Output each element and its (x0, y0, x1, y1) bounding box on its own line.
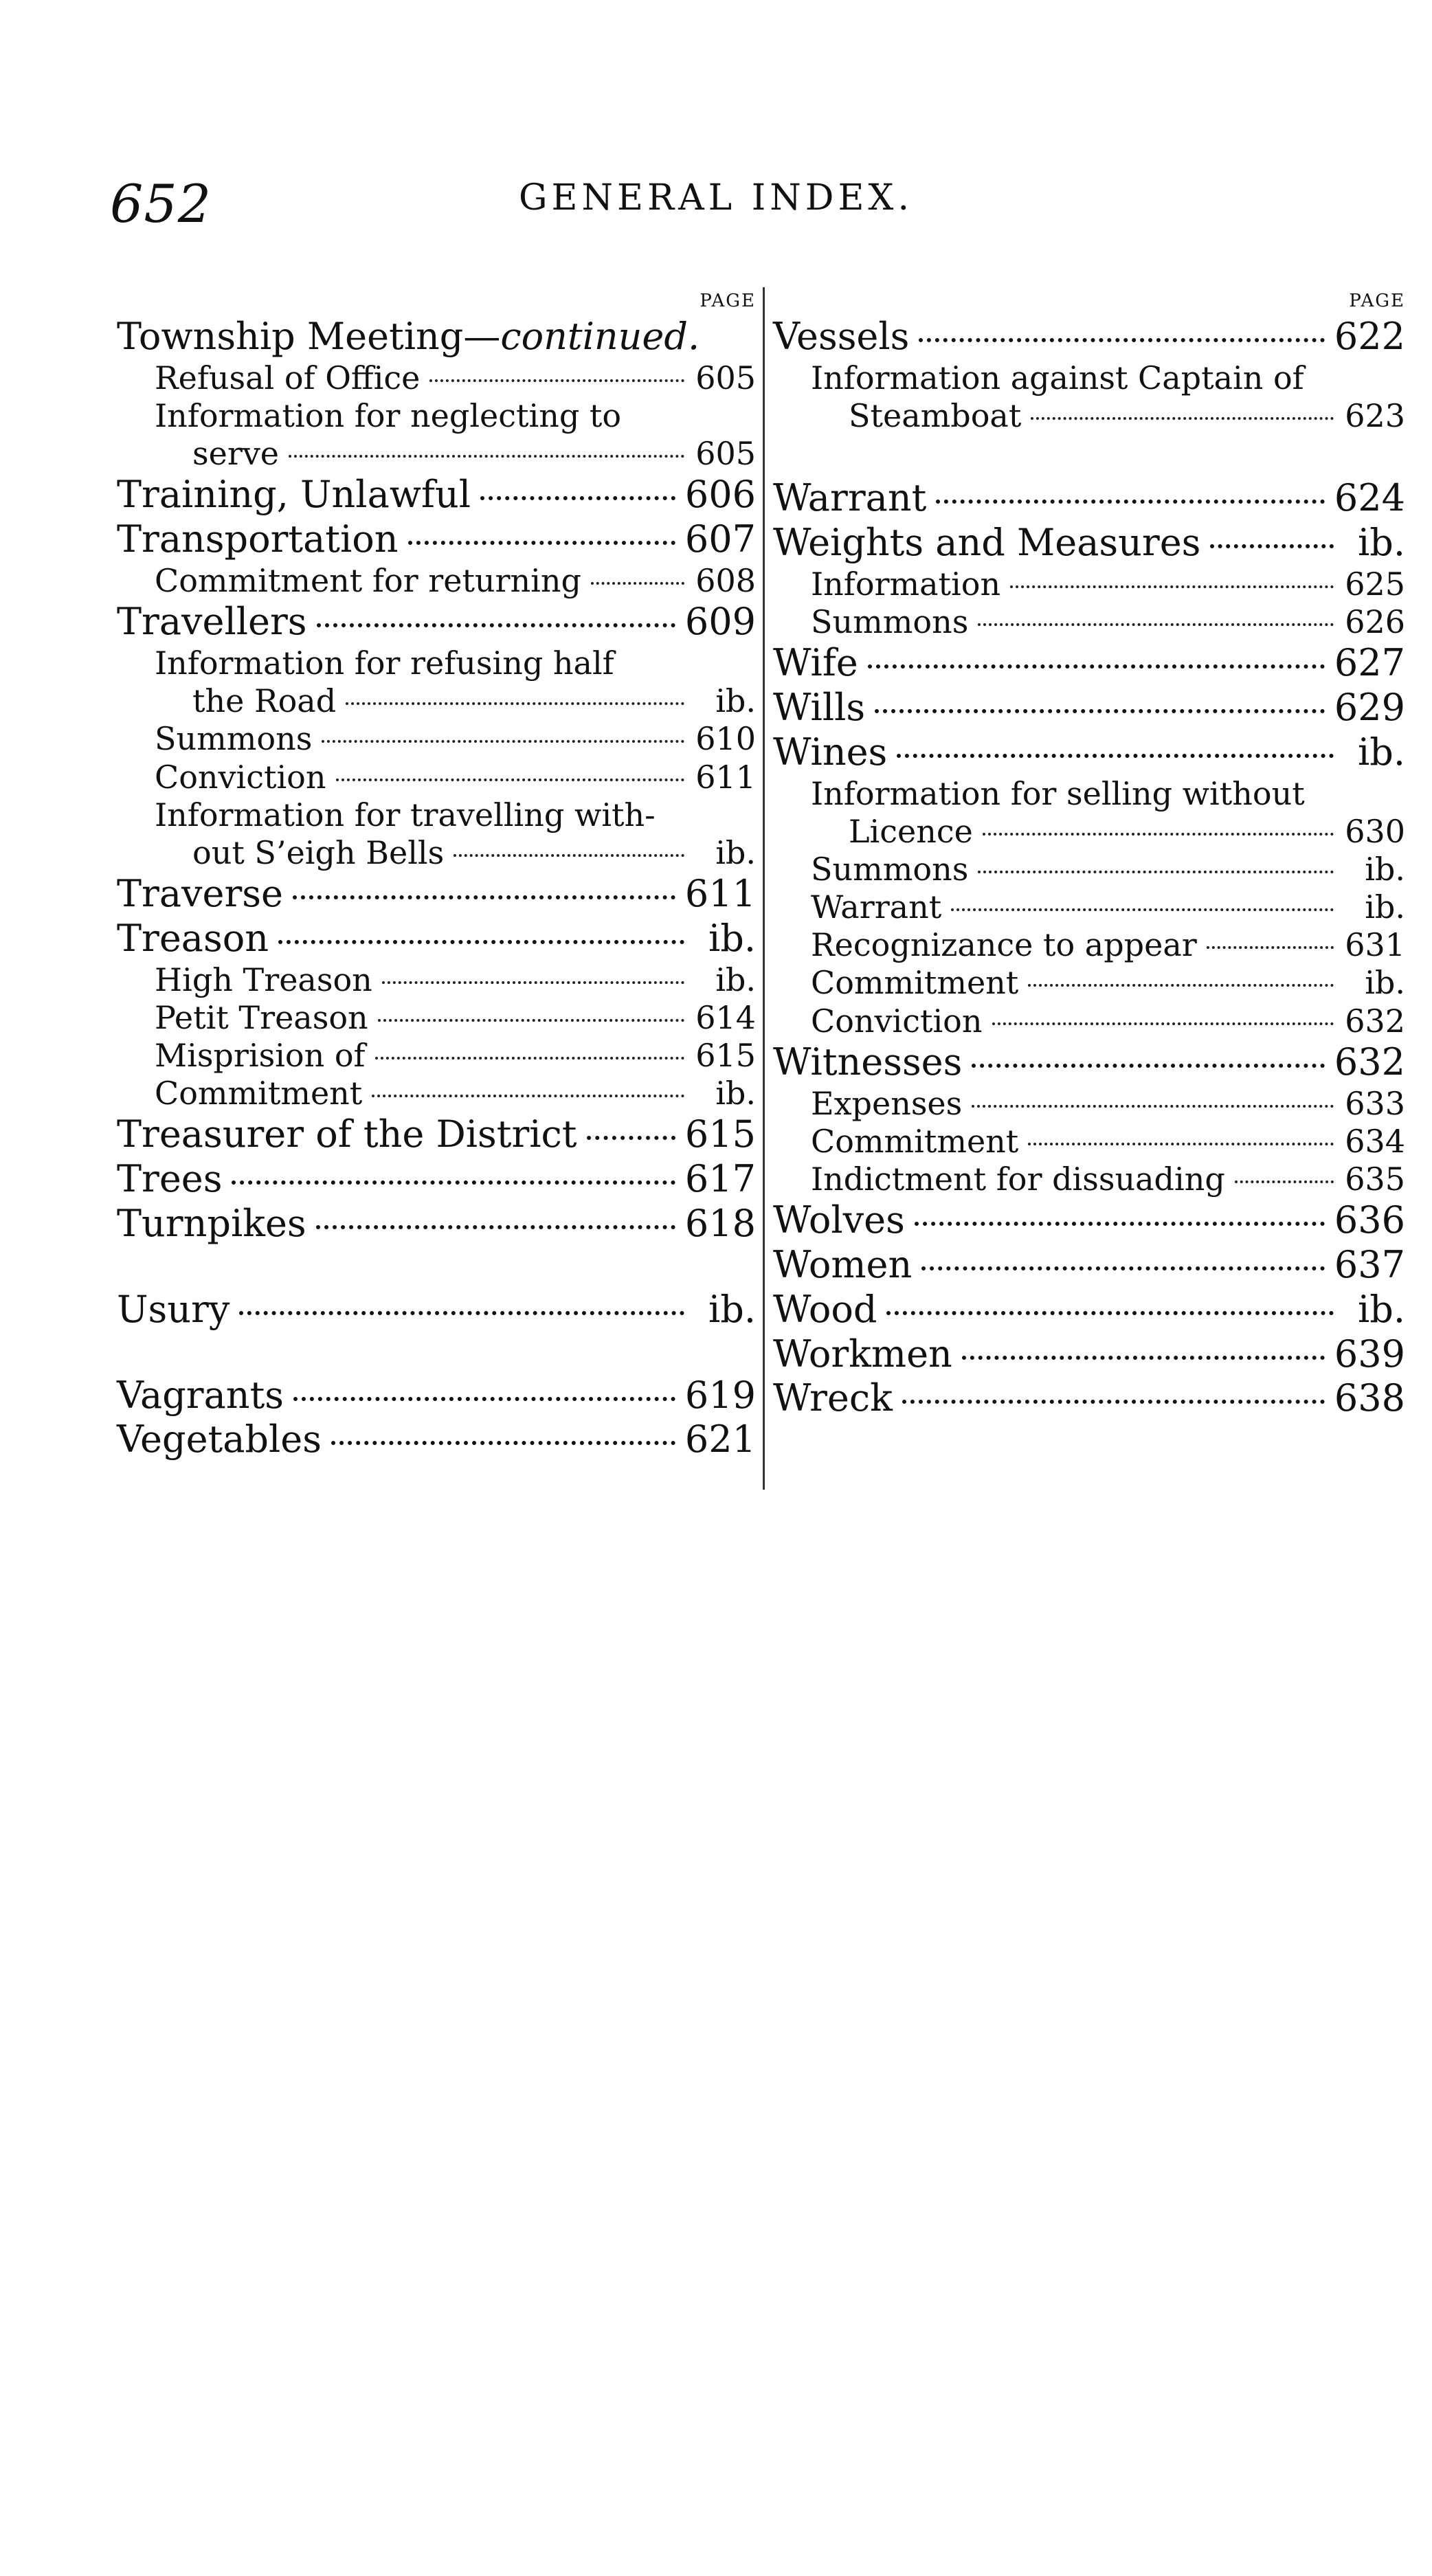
index-entry (117, 1418, 756, 1462)
entry-page-number: 637 (1334, 1243, 1405, 1286)
dot-leader (331, 1441, 675, 1445)
index-entry (773, 521, 1405, 565)
entry-label: serve (192, 435, 280, 473)
index-entry (117, 645, 756, 682)
index-entry (773, 1288, 1405, 1332)
page-number: 652 (110, 173, 212, 234)
entry-spacer (773, 435, 1405, 476)
entry-label: High Treason (155, 961, 372, 998)
entry-page-number: 615 (684, 1112, 756, 1156)
index-entry (773, 1332, 1405, 1377)
index-entry (117, 682, 756, 720)
dot-leader (1028, 984, 1334, 987)
dot-leader (317, 623, 675, 627)
entry-label: Wolves (773, 1198, 905, 1242)
dot-leader (239, 1311, 684, 1315)
entry-label: Wills (773, 685, 866, 729)
dot-leader (1028, 1143, 1334, 1145)
dot-leader (972, 1064, 1325, 1068)
entry-page-number: 605 (695, 435, 756, 473)
entry-page-number: ib. (1357, 1287, 1405, 1331)
index-entry (117, 720, 756, 758)
index-entry (117, 315, 756, 359)
index-entry (773, 565, 1405, 603)
index-entry (117, 359, 756, 397)
dot-leader (875, 709, 1325, 713)
entry-page-number: 606 (684, 473, 756, 517)
entry-label: Summons (811, 603, 969, 640)
entry-page-number: ib. (1357, 520, 1405, 564)
index-entry (117, 517, 756, 562)
entry-label: Expenses (811, 1084, 963, 1122)
index-entry (117, 397, 756, 435)
index-entry (117, 600, 756, 645)
entry-label: Weights and Measures (773, 520, 1201, 564)
dot-leader (1010, 585, 1334, 588)
entry-label: the Road (192, 682, 337, 720)
entry-page-number: 614 (695, 998, 756, 1036)
dot-leader (587, 1136, 675, 1140)
entry-label: Treason (117, 916, 269, 960)
entry-page-number: ib. (715, 961, 756, 998)
entry-page-number: ib. (708, 1287, 756, 1331)
dot-leader (278, 940, 684, 944)
dot-leader (936, 500, 1325, 504)
dot-leader (346, 702, 684, 705)
entry-label: Vegetables (117, 1418, 322, 1461)
entry-label: Commitment (811, 1122, 1019, 1160)
dot-leader (919, 338, 1325, 342)
index-column-right (773, 287, 1405, 1421)
entry-label: Information for selling without (811, 774, 1305, 812)
index-entry (117, 473, 756, 517)
index-entry (773, 813, 1405, 851)
index-entry (773, 686, 1405, 730)
index-entry (117, 1374, 756, 1418)
entry-page-number: 605 (695, 359, 756, 396)
entry-page-number: 624 (1334, 476, 1405, 520)
entry-label: Recognizance to appear (811, 926, 1197, 964)
entry-label: Information against Captain of (811, 359, 1304, 396)
entry-page-number: 611 (695, 758, 756, 796)
dot-leader (897, 754, 1334, 758)
index-entry (117, 917, 756, 961)
entry-page-number: 619 (684, 1373, 756, 1417)
entry-page-number: 621 (684, 1418, 756, 1461)
entry-page-number: 626 (1345, 603, 1405, 640)
entry-label: Steamboat (849, 396, 1022, 434)
dot-leader (983, 833, 1334, 836)
entry-label: Usury (117, 1287, 230, 1331)
entry-continued-note: continued. (500, 315, 700, 358)
entry-page-number: ib. (1357, 730, 1405, 774)
entry-label: Treasurer of the District (117, 1112, 577, 1156)
page-column-heading: PAGE (700, 291, 756, 311)
dot-leader (886, 1311, 1334, 1315)
index-entry (773, 1243, 1405, 1288)
entry-page-number: 629 (1334, 685, 1405, 729)
entry-label: Refusal of Office (155, 359, 421, 396)
index-entry (773, 1123, 1405, 1161)
entry-page-number: 607 (684, 517, 756, 561)
dot-leader (382, 981, 684, 984)
entry-page-number: 615 (695, 1037, 756, 1075)
entry-label: Training, Unlawful (117, 473, 471, 517)
dot-leader (1207, 946, 1334, 949)
index-entry (117, 1202, 756, 1246)
dot-leader (408, 541, 675, 545)
index-entry (117, 796, 756, 834)
entry-page-number: 618 (684, 1202, 756, 1245)
entry-page-number: 632 (1334, 1040, 1405, 1084)
index-entry (773, 315, 1405, 359)
entry-spacer (117, 1332, 756, 1374)
index-entry (117, 999, 756, 1037)
entry-label: Witnesses (773, 1040, 963, 1084)
entry-page-number: 623 (1345, 396, 1405, 434)
entry-label: Information for neglecting to (155, 396, 622, 434)
entry-label: Trees (117, 1157, 223, 1201)
dot-leader (322, 740, 684, 743)
entry-page-number: ib. (715, 682, 756, 720)
dot-leader (951, 908, 1334, 911)
index-entry (117, 435, 756, 473)
entry-label: Warrant (811, 888, 942, 926)
index-entry (117, 759, 756, 796)
dot-leader (316, 1225, 675, 1229)
dot-leader (480, 496, 675, 500)
entry-label: Women (773, 1243, 913, 1286)
entry-label: Traverse (117, 872, 283, 916)
index-entry (773, 888, 1405, 926)
index-entry (117, 834, 756, 872)
entry-page-number: ib. (1365, 964, 1405, 1002)
entry-label: Conviction (811, 1002, 983, 1040)
index-entry (117, 1075, 756, 1112)
entry-page-number: 610 (695, 720, 756, 758)
entry-label: Wines (773, 730, 888, 774)
dot-leader (1235, 1180, 1334, 1183)
entry-label: Summons (811, 850, 969, 888)
entry-label: Indictment for dissuading (811, 1161, 1225, 1198)
dot-leader (1210, 544, 1334, 548)
index-entry (773, 1198, 1405, 1243)
entry-spacer (117, 1246, 756, 1288)
dot-leader (591, 582, 684, 585)
entry-page-number: ib. (1365, 850, 1405, 888)
right-entries (773, 315, 1405, 1421)
index-entry (117, 1157, 756, 1202)
index-entry (773, 851, 1405, 888)
entry-label: Vagrants (117, 1373, 284, 1417)
entry-page-number: 631 (1345, 926, 1405, 964)
dot-leader (902, 1400, 1325, 1404)
dot-leader (232, 1180, 675, 1185)
entry-label: Information for travelling with- (155, 796, 656, 833)
entry-label: Commitment for returning (155, 561, 581, 599)
index-column-left (117, 287, 756, 1462)
index-entry (773, 730, 1405, 775)
dot-leader (962, 1356, 1325, 1360)
entry-page-number: 611 (684, 872, 756, 916)
dot-leader (378, 1019, 684, 1022)
entry-page-number: ib. (708, 916, 756, 960)
index-entry (773, 1161, 1405, 1198)
entry-page-number: 634 (1345, 1122, 1405, 1160)
dot-leader (1031, 417, 1334, 420)
index-entry (773, 603, 1405, 641)
entry-label: Information for refusing half (155, 644, 614, 682)
index-entry (117, 1037, 756, 1075)
entry-page-number: 635 (1345, 1161, 1405, 1198)
entry-label: Workmen (773, 1332, 952, 1376)
entry-page-number: 636 (1334, 1198, 1405, 1242)
index-entry (773, 359, 1405, 397)
index-entry (773, 1376, 1405, 1421)
index-entry (773, 926, 1405, 964)
entry-label: Licence (849, 812, 973, 850)
index-entry (773, 397, 1405, 435)
entry-label: out S’eigh Bells (192, 833, 445, 871)
entry-page-number: 627 (1334, 641, 1405, 685)
index-entry (117, 961, 756, 999)
dot-leader (429, 379, 684, 382)
index-entry (773, 476, 1405, 521)
entry-label: Warrant (773, 476, 927, 520)
entry-page-number: ib. (715, 833, 756, 871)
entry-page-number: 622 (1334, 315, 1405, 358)
dot-leader (992, 1022, 1334, 1025)
entry-page-number: 609 (684, 600, 756, 644)
entry-page-number: 608 (695, 561, 756, 599)
index-entry (773, 1085, 1405, 1123)
entry-label: Commitment (811, 964, 1019, 1002)
dot-leader (293, 895, 675, 899)
dot-leader (375, 1057, 684, 1060)
index-entry (773, 1040, 1405, 1085)
dot-leader (372, 1095, 684, 1097)
left-entries (117, 315, 756, 1462)
entry-page-number: 638 (1334, 1376, 1405, 1420)
index-entry (773, 964, 1405, 1002)
entry-label: Wreck (773, 1376, 893, 1420)
dot-leader (915, 1222, 1325, 1226)
column-divider (763, 287, 765, 1490)
entry-label: Wife (773, 641, 858, 685)
index-entry (117, 562, 756, 600)
dot-leader (972, 1105, 1334, 1108)
entry-label: Commitment (155, 1075, 363, 1112)
dot-leader (978, 623, 1334, 626)
entry-page-number: ib. (715, 1075, 756, 1112)
entry-page-number: 633 (1345, 1084, 1405, 1122)
index-entry (773, 1003, 1405, 1040)
entry-label: Information (811, 565, 1001, 603)
entry-page-number: 617 (684, 1157, 756, 1201)
entry-label: Petit Treason (155, 998, 368, 1036)
index-entry (773, 641, 1405, 686)
dot-leader (978, 871, 1334, 873)
entry-label: Turnpikes (117, 1202, 306, 1245)
entry-label: Wood (773, 1287, 877, 1331)
entry-page-number: 639 (1334, 1332, 1405, 1376)
page-column-heading: PAGE (1349, 291, 1405, 311)
entry-label: Misprision of (155, 1037, 366, 1075)
entry-label: Travellers (117, 600, 307, 644)
dot-leader (336, 779, 685, 781)
entry-label: Conviction (155, 758, 326, 796)
dot-leader (289, 455, 684, 458)
index-entry (773, 775, 1405, 813)
index-entry (117, 872, 756, 917)
dot-leader (921, 1266, 1325, 1270)
index-entry (117, 1112, 756, 1157)
dot-leader (454, 854, 684, 857)
entry-label: Summons (155, 720, 313, 758)
index-entry (117, 1288, 756, 1332)
entry-label: Vessels (773, 315, 910, 358)
entry-page-number: ib. (1365, 888, 1405, 926)
entry-label: Township Meeting— (117, 315, 501, 358)
running-head: GENERAL INDEX. (519, 177, 913, 219)
entry-page-number: 632 (1345, 1002, 1405, 1040)
entry-label: Transportation (117, 517, 399, 561)
dot-leader (293, 1397, 675, 1401)
dot-leader (868, 664, 1325, 669)
entry-page-number: 625 (1345, 565, 1405, 603)
entry-page-number: 630 (1345, 812, 1405, 850)
